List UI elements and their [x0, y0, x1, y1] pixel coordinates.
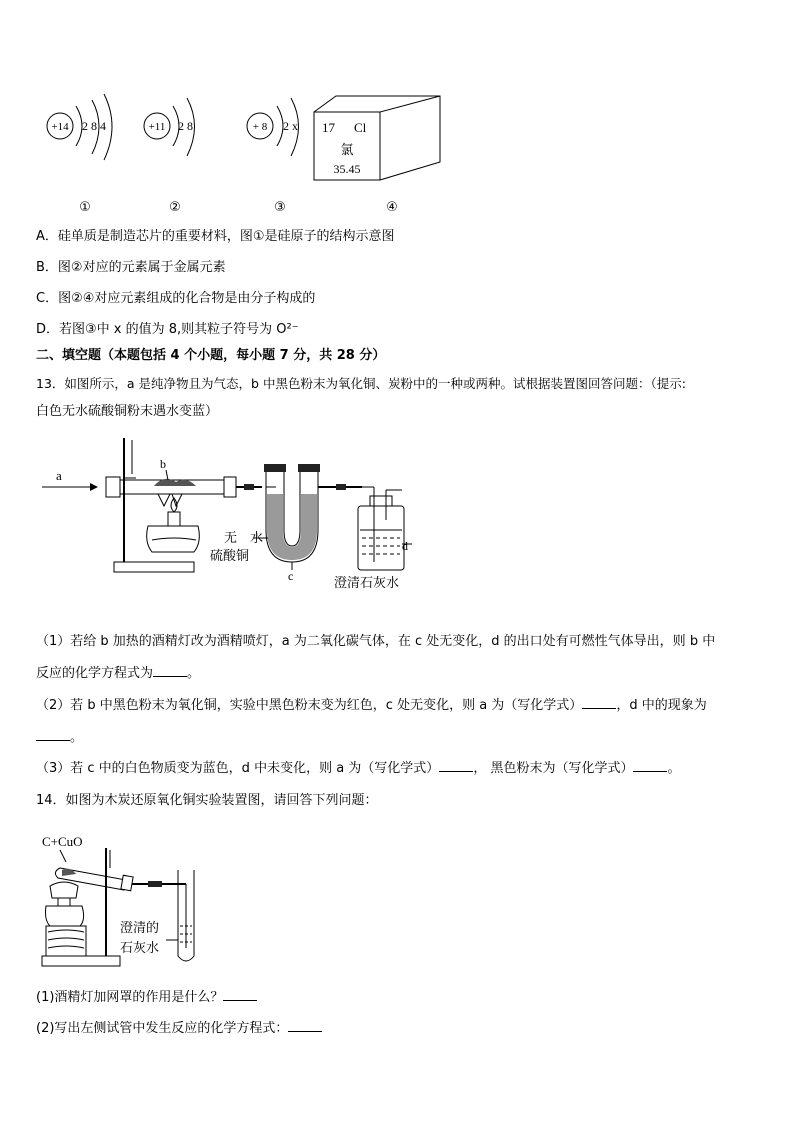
label-a: a [56, 468, 62, 483]
label-c: c [288, 569, 294, 583]
atom-2-nucleus: +11 [148, 121, 166, 133]
section-heading: 二、填空题（本题包括 4 个小题，每小题 7 分，共 28 分） [36, 348, 386, 363]
label-cuso4-2: 硫酸铜 [210, 549, 250, 564]
q13-stem-line2: 白色无水硫酸铜粉末遇水变蓝） [36, 404, 219, 419]
option-d: D．若图③中 x 的值为 8,则其粒子符号为 O²⁻ [36, 322, 299, 337]
atom-1-nucleus: +14 [51, 121, 69, 133]
element-mass: 35.45 [333, 162, 361, 176]
label-cuso4-1: 无 水 [224, 531, 264, 546]
label-lime-1: 澄清的 [120, 921, 160, 936]
q14-part2 [36, 1019, 322, 1038]
element-cube [314, 96, 440, 180]
label-d: d [402, 539, 408, 553]
q13-part1-line2 [36, 664, 200, 683]
q13-part2-end: 。 [70, 730, 84, 745]
q13-part1-line1: （1）若给 b 加热的酒精灯改为酒精喷灯，a 为二氧化碳气体，在 c 处无变化，d 的出口处有可燃性气体导出，则 b 中 [36, 634, 716, 649]
atom-3-nucleus: + 8 [252, 121, 268, 133]
label-reactant: C+CuO [42, 834, 83, 849]
label-limewater: 澄清石灰水 [334, 576, 400, 591]
q13-part3 [36, 759, 680, 778]
q13-apparatus-diagram [36, 430, 416, 600]
option-a: A．硅单质是制造芯片的重要材料，图①是硅原子的结构示意图 [36, 229, 395, 244]
option-c: C．图②④对应元素组成的化合物是由分子构成的 [36, 291, 316, 306]
q13-part2-text-b: ，d 中的现象为 [616, 698, 707, 713]
atom-diagrams [40, 84, 460, 219]
element-number: 17 [322, 120, 335, 135]
q13-part2-line1 [36, 696, 707, 715]
option-b: B．图②对应的元素属于金属元素 [36, 260, 226, 275]
q13-part2-text-a: （2）若 b 中黑色粉末为氧化铜，实验中黑色粉末变为红色，c 处无变化，则 a 为（写化学式） [36, 698, 583, 713]
q14-part1-blank[interactable] [223, 988, 257, 1001]
q13-part2-blank-2[interactable] [36, 728, 70, 741]
atom-1-shells: 2 8 4 [82, 119, 106, 133]
q14-stem: 14．如图为木炭还原氧化铜实验装置图，请回答下列问题： [36, 793, 378, 808]
q14-part1-text: (1)酒精灯加网罩的作用是什么？ [36, 990, 224, 1005]
q13-part3-blank-2[interactable] [633, 759, 667, 772]
q14-apparatus-diagram [36, 828, 216, 970]
label-2: ② [169, 200, 181, 215]
q13-stem-line1: 13．如图所示，a 是纯净物且为气态，b 中黑色粉末为氧化铜、炭粉中的一种或两种。试根据装置图回答问题：（提示: [36, 376, 686, 391]
q14-part1 [36, 988, 257, 1007]
label-3: ③ [274, 200, 286, 215]
label-b: b [160, 457, 166, 471]
q13-part1-text: 反应的化学方程式为 [36, 666, 154, 681]
q13-part3-blank-1[interactable] [439, 759, 473, 772]
label-lime-2: 石灰水 [120, 941, 160, 956]
q14-part2-blank[interactable] [288, 1019, 322, 1032]
q13-part2-line2 [36, 728, 83, 747]
atom-1-diagram [47, 94, 112, 160]
label-1: ① [79, 200, 91, 215]
q13-part3-end: 。 [667, 761, 681, 776]
q13-part3-text-b: ， 黑色粉末为（写化学式） [473, 761, 634, 776]
q13-part1-blank[interactable] [153, 664, 187, 677]
q14-part2-text: (2)写出左侧试管中发生反应的化学方程式： [36, 1021, 289, 1036]
element-name: 氯 [340, 143, 354, 158]
q13-part1-end: 。 [187, 666, 201, 681]
label-4: ④ [386, 200, 398, 215]
atom-3-diagram [247, 98, 299, 156]
atom-3-shells: 2 x [283, 119, 298, 133]
q13-part3-text-a: （3）若 c 中的白色物质变为蓝色，d 中未变化，则 a 为（写化学式） [36, 761, 440, 776]
q13-part2-blank-1[interactable] [582, 696, 616, 709]
element-symbol: Cl [354, 120, 367, 135]
atom-2-shells: 2 8 [178, 119, 193, 133]
atom-2-diagram [144, 98, 195, 156]
